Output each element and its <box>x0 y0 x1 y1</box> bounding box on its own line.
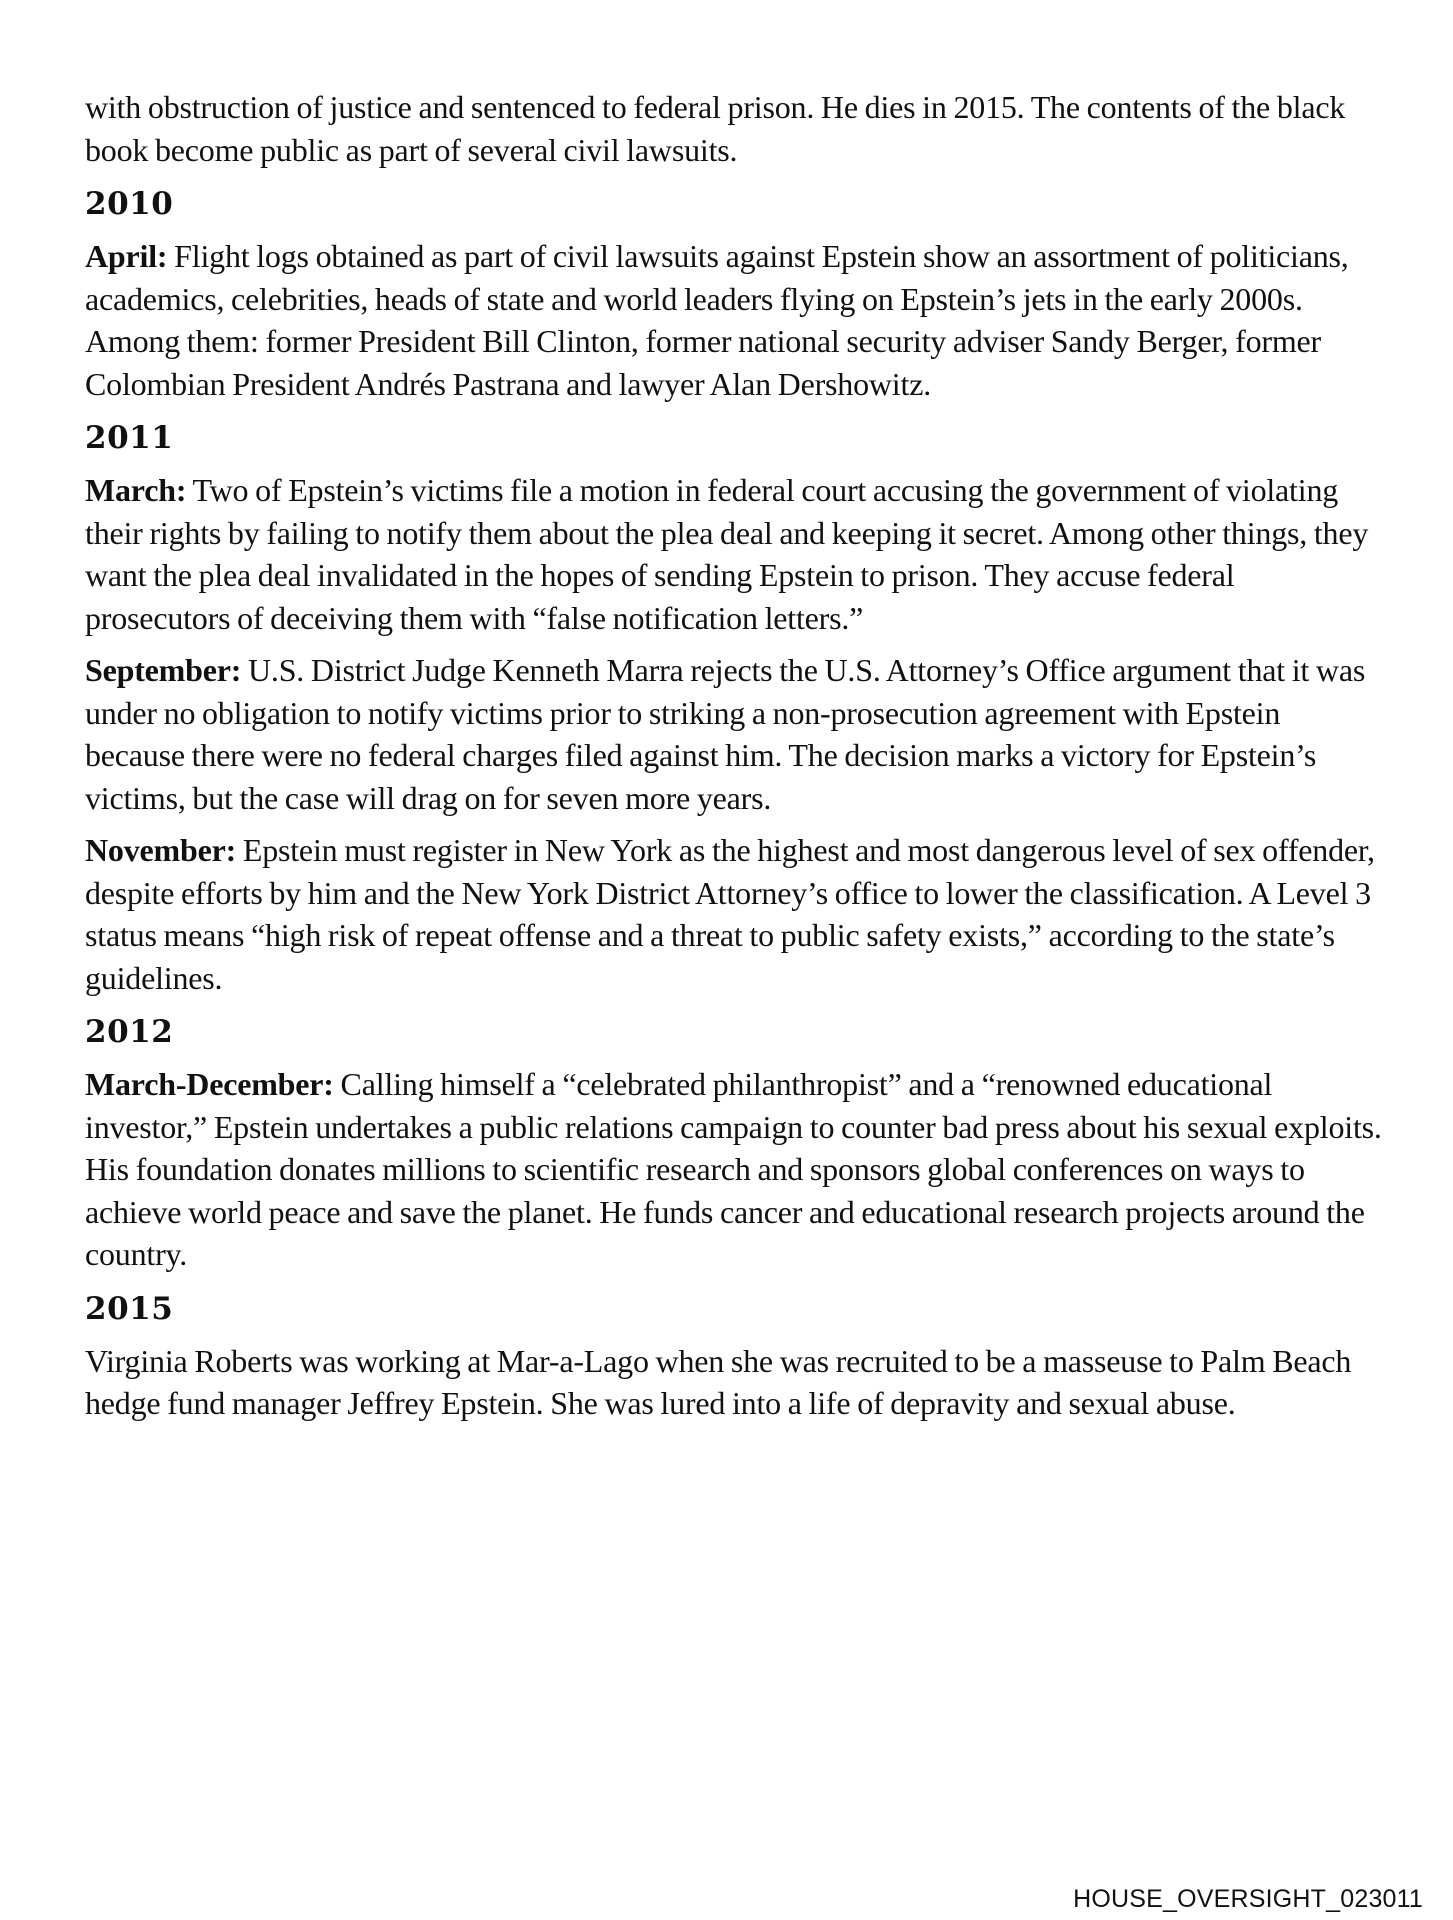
entry-text: Virginia Roberts was working at Mar-a-Lago when she was recruited to be a masseuse to Palm Beach hedge fund manager Jeffrey Epstein. She was lured into a life of depravity and sexual abuse. <box>85 1342 1352 1421</box>
year-heading: 2015 <box>85 1290 174 1327</box>
entry-text: Epstein must register in New York as the highest and most dangerous level of sex offender, despite efforts by him and the New York District Attorney’s office to lower the classification. A Level 3 status means “high risk of repeat offense and a threat to public safety exists,” according to the state’s guidelines. <box>85 832 1375 996</box>
intro-paragraph: with obstruction of justice and sentenced to federal prison. He dies in 2015. The contents of the black book become public as part of several civil lawsuits. <box>85 89 1346 168</box>
section-2012 <box>85 1011 1385 1276</box>
timeline-entry <box>85 235 1385 405</box>
timeline-entry <box>85 1340 1385 1425</box>
timeline-entry <box>85 469 1385 639</box>
entry-label: September: <box>85 652 242 688</box>
timeline-entry <box>85 829 1385 999</box>
entry-label: March: <box>85 472 187 508</box>
entry-label: November: <box>85 832 237 868</box>
year-heading: 2011 <box>85 420 174 456</box>
entry-text: Calling himself a “celebrated philanthropist” and a “renowned educational investor,” Epstein undertakes a public relations campaign to counter bad press about his sexual exploits. His foundation donates millions to scientific research and sponsors global conferences on ways to achieve world peace and save the planet. He funds cancer and educational research projects around the country. <box>85 1066 1382 1272</box>
section-2010 <box>85 183 1385 405</box>
entry-text: U.S. District Judge Kenneth Marra rejects the U.S. Attorney’s Office argument that it was under no obligation to notify victims prior to striking a non-prosecution agreement with Epstein because there were no federal charges filed against him. The decision marks a victory for Epstein’s victims, but the case will drag on for seven more years. <box>85 652 1366 816</box>
entry-text: Flight logs obtained as part of civil lawsuits against Epstein show an assortment of politicians, academics, celebrities, heads of state and world leaders flying on Epstein’s jets in the early 2000s. Among them: former President Bill Clinton, former national security adviser Sandy Berger, former Colombian President Andrés Pastrana and lawyer Alan Dershowitz. <box>85 238 1349 402</box>
entry-label: March-December: <box>85 1066 334 1102</box>
section-2011 <box>85 417 1385 999</box>
bates-number: HOUSE_OVERSIGHT_023011 <box>1073 1885 1423 1913</box>
section-2015 <box>85 1288 1385 1425</box>
document-page <box>85 86 1385 1425</box>
timeline-entry <box>85 1063 1385 1276</box>
year-heading: 2012 <box>85 1014 174 1050</box>
entry-text: Two of Epstein’s victims file a motion in federal court accusing the government of violating their rights by failing to notify them about the plea deal and keeping it secret. Among other things, they want the plea deal invalidated in the hopes of sending Epstein to prison. They accuse federal prosecutors of deceiving them with “false notification letters.” <box>85 472 1369 636</box>
year-heading: 2010 <box>85 186 174 222</box>
timeline-entry <box>85 649 1385 819</box>
entry-label: April: <box>85 238 168 274</box>
